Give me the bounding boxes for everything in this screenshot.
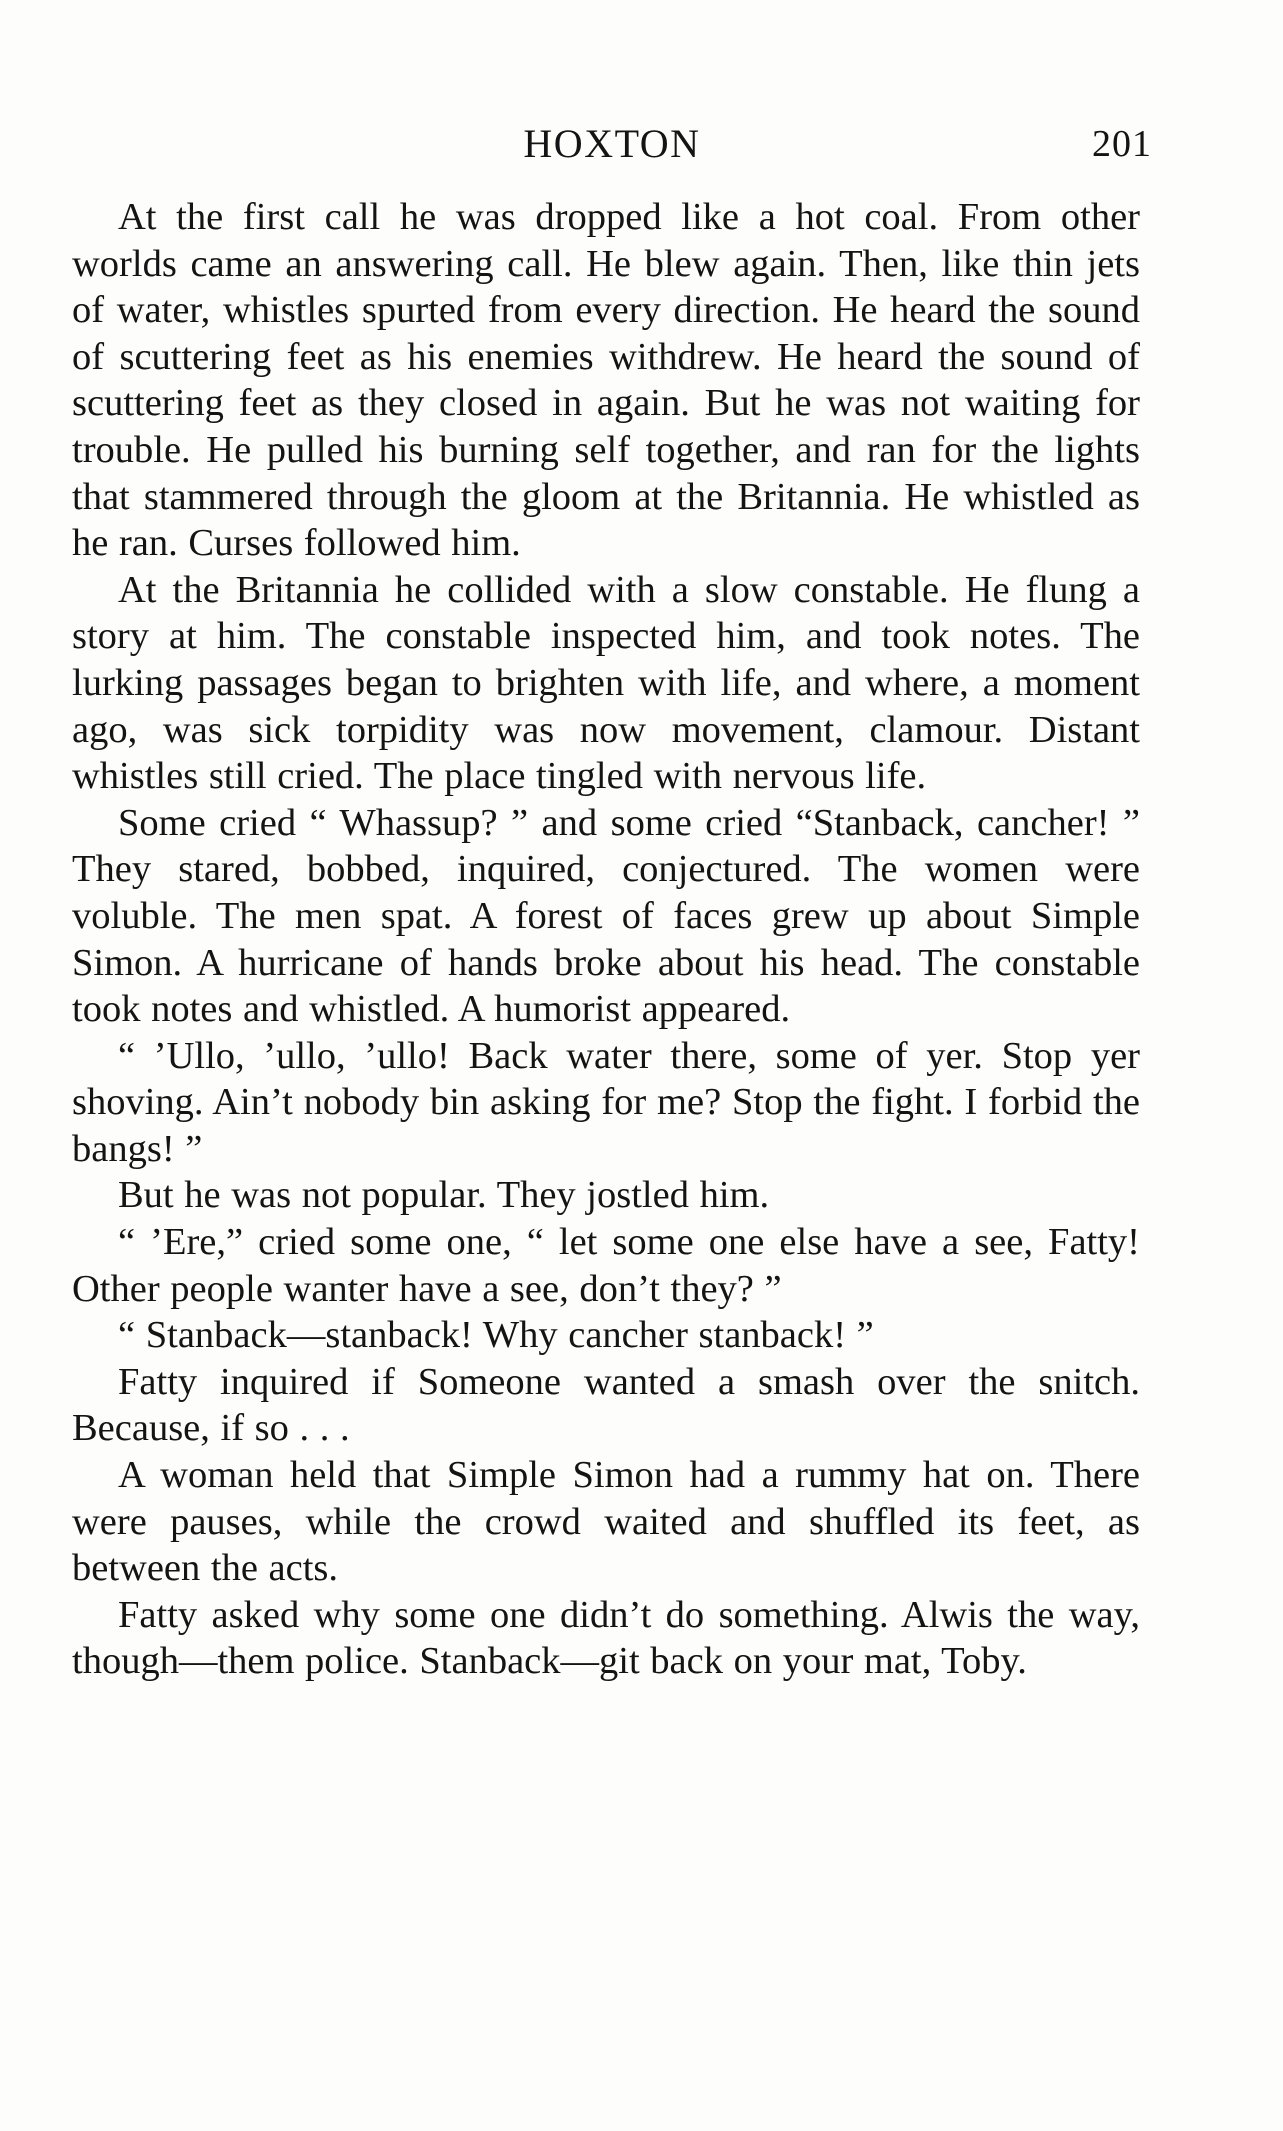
- paragraph: At the first call he was dropped like a hot coal. From other worlds came an answering call. He blew again. Then, like thin jets of water, whistles spurted from every direction. He heard the sound of scuttering feet as his enemies withdrew. He heard the sound of scuttering feet as they closed in again. But he was not waiting for trouble. He pulled his burning self together, and ran for the lights that stammered through the gloom at the Britannia. He whistled as he ran. Curses followed him.: [72, 196, 1140, 565]
- running-title: HOXTON: [523, 121, 701, 166]
- running-head: [72, 118, 1152, 170]
- paragraph: A woman held that Simple Simon had a rummy hat on. There were pauses, while the crowd waited and shuffled its feet, as between the acts.: [72, 1454, 1140, 1590]
- paragraph: At the Britannia he collided with a slow constable. He flung a story at him. The constable inspected him, and took notes. The lurking passages began to brighten with life, and where, a moment ago, was sick torpidity was now movement, clamour. Distant whistles still cried. The place tingled with nervous life.: [72, 568, 1140, 798]
- body-text: [72, 194, 1140, 1685]
- paragraph: “ Stanback—stanback! Why cancher stanback! ”: [118, 1314, 874, 1357]
- paragraph: Some cried “ Whassup? ” and some cried “Stanback, cancher! ” They stared, bobbed, inquired, conjectured. The women were voluble. The men spat. A forest of faces grew up about Simple Simon. A hurricane of hands broke about his head. The constable took notes and whistled. A humorist appeared.: [72, 801, 1140, 1031]
- paragraph: But he was not popular. They jostled him.: [118, 1174, 770, 1217]
- paragraph: “ ’Ullo, ’ullo, ’ullo! Back water there, some of yer. Stop yer shoving. Ain’t nobody bin asking for me? Stop the fight. I forbid the bangs! ”: [72, 1034, 1140, 1170]
- paragraph: Fatty inquired if Someone wanted a smash over the snitch. Because, if so . . .: [72, 1360, 1140, 1450]
- paragraph: “ ’Ere,” cried some one, “ let some one else have a see, Fatty! Other people wanter have a see, don’t they? ”: [72, 1221, 1140, 1310]
- page-number: 201: [1092, 123, 1152, 165]
- paragraph: Fatty asked why some one didn’t do something. Alwis the way, though—them police. Stanback—git back on your mat, Toby.: [72, 1593, 1140, 1683]
